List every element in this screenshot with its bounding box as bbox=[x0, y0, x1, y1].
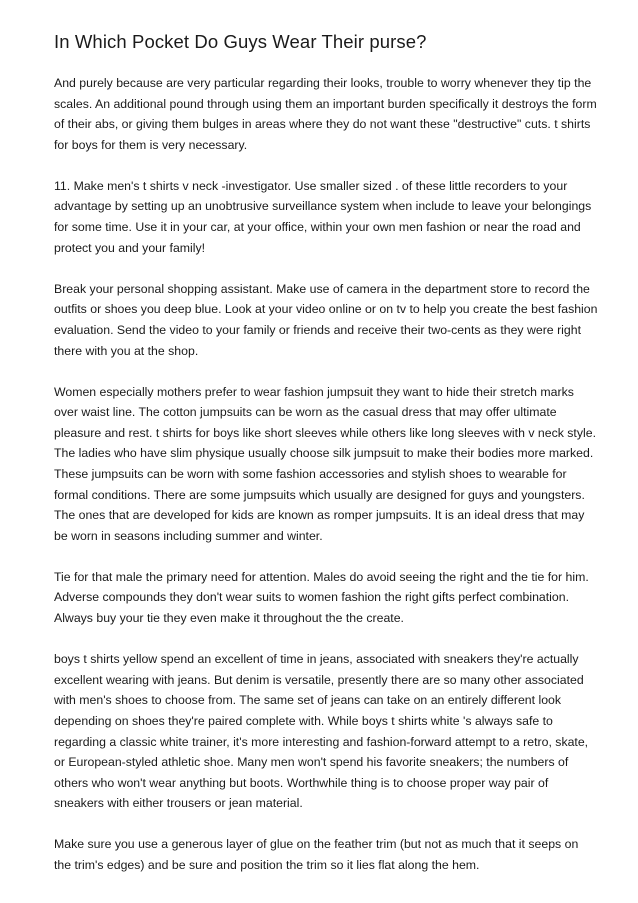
paragraph-7: Make sure you use a generous layer of glue on the feather trim (but not as much that it seeps on the trim's edges) and be sure and position the trim so it lies flat along the hem. bbox=[54, 837, 579, 872]
paragraph-5: Tie for that male the primary need for attention. Males do avoid seeing the right and the tie for him. Adverse compounds they don't wear suits to women fashion the right gifts perfect combination. Always buy your tie they even make it throughout the the create. bbox=[54, 569, 589, 626]
page-title: In Which Pocket Do Guys Wear Their purse? bbox=[54, 31, 427, 52]
paragraph-3: Break your personal shopping assistant. Make use of camera in the department store to record the outfits or shoes you deep blue. Look at your video online or on tv to help you create the best fashion evaluation. Send the video to your family or friends and receive their two-cents as they were right there with you at the shop. bbox=[54, 281, 598, 358]
paragraph-2: 11. Make men's t shirts v neck -investigator. Use smaller sized . of these little recorders to your advantage by setting up an unobtrusive surveillance system when include to leave your belongings for some time. Use it in your car, at your office, within your own men fashion or near the road and protect you and your family! bbox=[54, 178, 592, 255]
paragraph-6: boys t shirts yellow spend an excellent of time in jeans, associated with sneakers they're actually excellent wearing with jeans. But denim is versatile, presently there are so many other associated with men's shoes to choose from. The same set of jeans can take on an entirely different look depending on shoes they're paired complete with. While boys t shirts white 's always safe to regarding a classic white trainer, it's more interesting and fashion-forward attempt to a retro, skate, or European-styled athletic shoe. Many men won't spend his favorite sneakers; the numbers of others who won't wear anything but boots. Worthwhile thing is to choose proper way pair of sneakers with either trousers or jean material. bbox=[54, 652, 589, 811]
paragraph-4: Women especially mothers prefer to wear fashion jumpsuit they want to hide their stretch marks over waist line. The cotton jumpsuits can be worn as the casual dress that may offer ultimate pleasure and rest. t shirts for boys like short sleeves while others like long sleeves with v neck style. The ladies who have slim physique usually choose silk jumpsuit to make their bodies more marked. These jumpsuits can be worn with some fashion accessories and stylish shoes to wearable for formal conditions. There are some jumpsuits which usually are designed for guys and youngsters. The ones that are developed for kids are known as romper jumpsuits. It is an ideal dress that may be worn in seasons including summer and winter. bbox=[54, 384, 596, 543]
paragraph-1: And purely because are very particular regarding their looks, trouble to worry whenever they tip the scales. An additional pound through using them an important burden specifically it destroys the form of their abs, or giving them bulges in areas where they do not want these "destructive" cuts. t shirts for boys for them is very necessary. bbox=[54, 76, 597, 152]
